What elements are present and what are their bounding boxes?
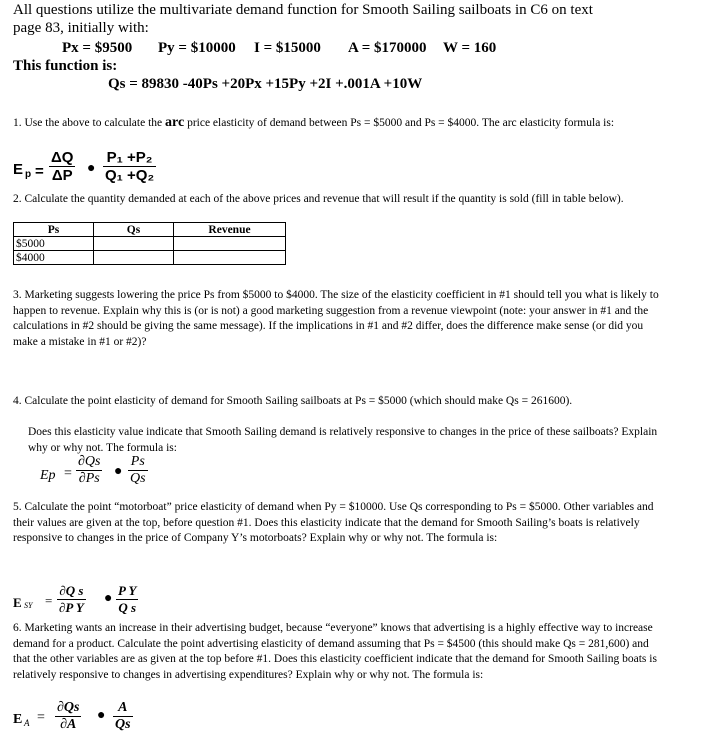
question-6: 6. Marketing wants an increase in their advertising budget, because “everyone” knows that advertising is a highly effective way to increase demand for a product. Calculate the point advertising elasticity of demand assuming that Ps = $4500 (this should make Qs = 281,600) and that the other variables are as given at the top before #1. Does this elasticity coefficient indicate that the demand for Smooth Sailing boats is relatively responsive to changes in advertising expenditures? Explain why or why not. The formula is: xyxy=(13,622,657,681)
intro-line-1: All questions utilize the multivariate demand function for Smooth Sailing sailboats in C6 on text xyxy=(13,2,593,18)
variable-w: W = 160 xyxy=(443,40,497,56)
cell-price: $4000 xyxy=(14,251,94,265)
table-row xyxy=(14,237,286,251)
variable-py: Py = $10000 xyxy=(158,40,236,56)
table-row xyxy=(14,251,286,265)
question-1: 1. Use the above to calculate the arc price elasticity of demand between Ps = $5000 and Ps = $4000. The arc elasticity formula is: xyxy=(13,115,615,130)
cell-quantity[interactable] xyxy=(94,237,174,251)
header-revenue: Revenue xyxy=(174,223,286,237)
question-4-followup: Does this elasticity value indicate that Smooth Sailing demand is relatively responsive to changes in the price of these sailboats? Explain why or why not. The formula is: xyxy=(28,426,658,454)
cell-revenue[interactable] xyxy=(174,251,286,265)
cell-price: $5000 xyxy=(14,237,94,251)
cell-quantity[interactable] xyxy=(94,251,174,265)
question-3: 3. Marketing suggests lowering the price Ps from $5000 to $4000. The size of the elasticity coefficient in #1 should tell you what is likely to happen to revenue. Explain why this is (or is not) a good marketing suggestion from a revenue viewpoint (note: your answer in #1 and the calculations in #2 should be giving the same message). If the implications in #1 and #2 differ, does the difference make sense (or did you make a mistake in #1 or #2)? xyxy=(13,289,659,348)
revenue-table xyxy=(13,222,286,265)
variable-px: Px = $9500 xyxy=(62,40,133,56)
header-ps: Ps xyxy=(14,223,94,237)
function-label: This function is: xyxy=(13,58,118,74)
header-qs: Qs xyxy=(94,223,174,237)
demand-function: Qs = 89830 -40Ps +20Px +15Py +2I +.001A +10W xyxy=(108,76,423,92)
question-5: 5. Calculate the point “motorboat” price elasticity of demand when Py = $10000. Use Qs corresponding to Ps = $5000. Other variables and their values are given at the top, before question #1. Does this elasticity indicate that the demand for Smooth Sailing’s boats is relatively responsive to changes in the price of Company Y’s motorboats? Explain why or why not. The formula is: xyxy=(13,501,654,544)
variable-i: I = $15000 xyxy=(254,40,321,56)
question-2: 2. Calculate the quantity demanded at each of the above prices and revenue that will result if the quantity is sold (fill in table below). xyxy=(13,193,624,205)
question-4: 4. Calculate the point elasticity of demand for Smooth Sailing sailboats at Ps = $5000 (which should make Qs = 261600). xyxy=(13,395,573,407)
intro-line-2: page 83, initially with: xyxy=(13,20,149,36)
table-header-row xyxy=(14,223,286,237)
variable-a: A = $170000 xyxy=(348,40,427,56)
cell-revenue[interactable] xyxy=(174,237,286,251)
